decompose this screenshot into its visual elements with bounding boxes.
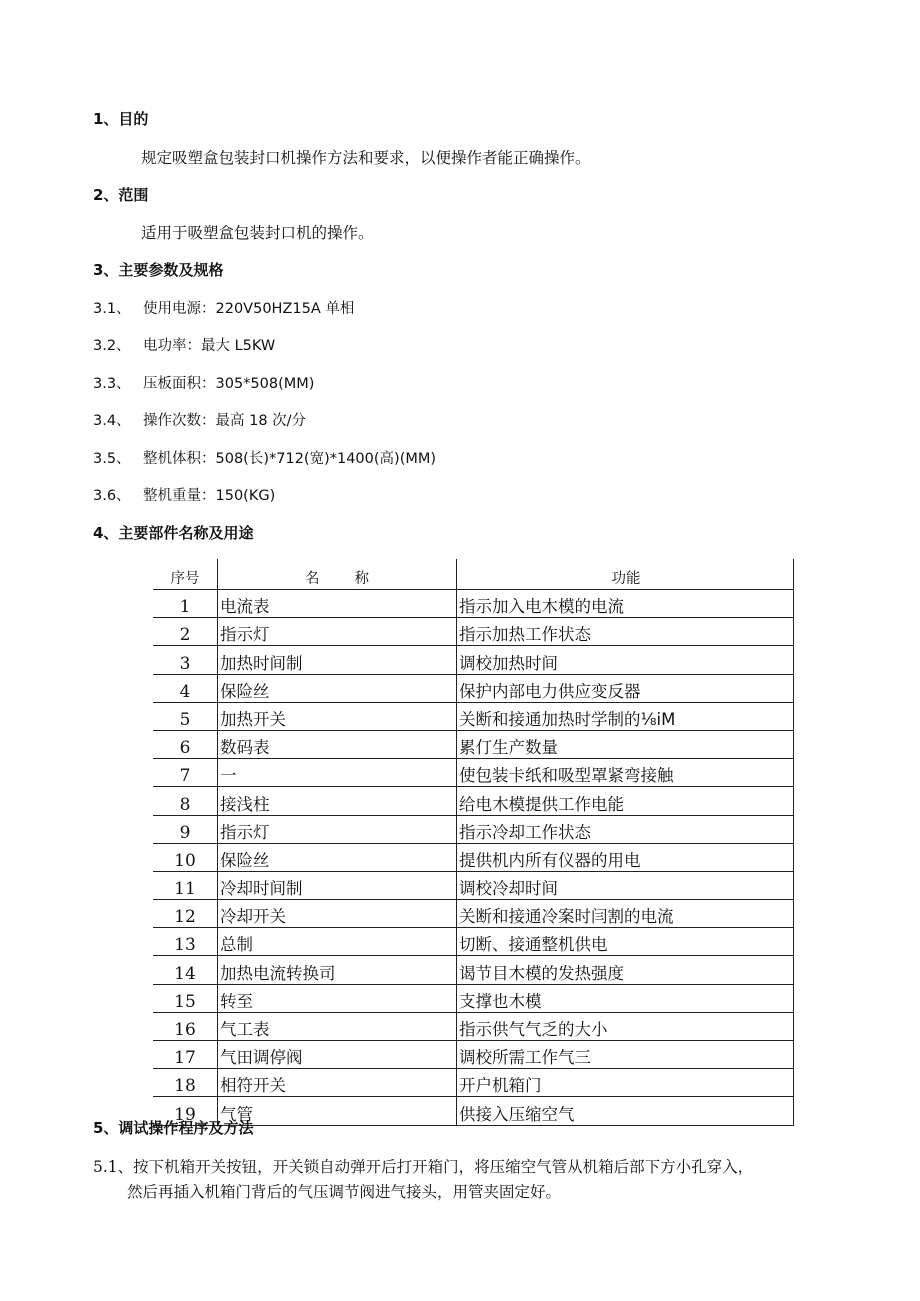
row-name: 指示灯 <box>218 618 457 646</box>
table-header-row <box>153 559 794 590</box>
row-name: 气工表 <box>218 1012 457 1040</box>
param-row <box>93 447 436 468</box>
row-function: 开户机箱门 <box>457 1069 794 1097</box>
row-name: 冷却开关 <box>218 900 457 928</box>
param-row <box>93 334 275 355</box>
param-num: 3.6、 <box>93 488 131 504</box>
section-4-title: 4、主要部件名称及用途 <box>93 524 254 542</box>
table-body <box>153 590 794 1126</box>
section-5-title: 5、调试操作程序及方法 <box>93 1119 254 1137</box>
param-text: 使用电源：220V50HZ15A 单相 <box>143 301 355 317</box>
row-function: 使包装卡纸和吸型罩紧弯接触 <box>457 759 794 787</box>
row-index: 7 <box>153 759 218 787</box>
row-function: 调校所需工作气三 <box>457 1041 794 1069</box>
row-function: 指示冷却工作状态 <box>457 815 794 843</box>
row-function: 调校冷却时间 <box>457 871 794 899</box>
row-name: 气田调停阀 <box>218 1041 457 1069</box>
row-name: 气管 <box>218 1097 457 1125</box>
table-row <box>153 871 794 899</box>
row-name: 数码表 <box>218 730 457 758</box>
row-name: 保险丝 <box>218 843 457 871</box>
row-index: 8 <box>153 787 218 815</box>
row-name: 加热电流转换司 <box>218 956 457 984</box>
param-row <box>93 409 306 430</box>
param-text: 整机体积：508(长)*712(宽)*1400(高)(MM) <box>143 451 437 467</box>
param-text: 操作次数：最高 18 次/分 <box>143 413 307 429</box>
parts-table <box>153 559 794 1126</box>
row-name: 电流表 <box>218 590 457 618</box>
section-1-text: 规定吸塑盒包装封口机操作方法和要求，以便操作者能正确操作。 <box>141 149 591 167</box>
section-3-title: 3、主要参数及规格 <box>93 261 224 279</box>
row-index: 16 <box>153 1012 218 1040</box>
row-name: 总制 <box>218 928 457 956</box>
row-index: 12 <box>153 900 218 928</box>
row-function: 调校加热时间 <box>457 646 794 674</box>
row-function: 关断和接通加热时学制的⅛iM <box>457 702 794 730</box>
row-name: 保险丝 <box>218 674 457 702</box>
row-function: 保护内部电力供应变反器 <box>457 674 794 702</box>
table-row <box>153 787 794 815</box>
param-text: 压板面积：305*508(MM) <box>143 376 315 392</box>
param-num: 3.5、 <box>93 451 131 467</box>
param-num: 3.2、 <box>93 338 131 354</box>
row-name: 加热时间制 <box>218 646 457 674</box>
table-row <box>153 1069 794 1097</box>
row-index: 9 <box>153 815 218 843</box>
row-index: 15 <box>153 984 218 1012</box>
row-index: 6 <box>153 730 218 758</box>
row-function: 累仃生产数量 <box>457 730 794 758</box>
section-2-text: 适用于吸塑盒包装封口机的操作。 <box>141 224 374 242</box>
row-function: 支撑也木模 <box>457 984 794 1012</box>
s5-1-line1: 5.1、按下机箱开关按钮，开关锁自动弹开后打开箱门，将压缩空气管从机箱后部下方小孔穿入， <box>93 1158 754 1176</box>
row-index: 17 <box>153 1041 218 1069</box>
table-row <box>153 618 794 646</box>
row-function: 指示加入电木模的电流 <box>457 590 794 618</box>
row-function: 供接入压缩空气 <box>457 1097 794 1125</box>
param-num: 3.3、 <box>93 376 131 392</box>
row-function: 切断、接通整机供电 <box>457 928 794 956</box>
param-num: 3.4、 <box>93 413 131 429</box>
row-name: 冷却时间制 <box>218 871 457 899</box>
row-function: 谒节目木模的发热强度 <box>457 956 794 984</box>
param-row <box>93 372 314 393</box>
row-index: 3 <box>153 646 218 674</box>
table-row <box>153 759 794 787</box>
section-2-title: 2、范围 <box>93 186 149 204</box>
header-function: 功能 <box>457 559 794 590</box>
row-index: 18 <box>153 1069 218 1097</box>
row-index: 19 <box>153 1097 218 1125</box>
table-row <box>153 646 794 674</box>
table-row <box>153 900 794 928</box>
param-row <box>93 484 275 505</box>
s5-1-line2: 然后再插入机箱门背后的气压调节阀进气接头，用管夹固定好。 <box>127 1183 562 1201</box>
table-row <box>153 815 794 843</box>
row-index: 14 <box>153 956 218 984</box>
table-row <box>153 956 794 984</box>
row-name: 一 <box>218 759 457 787</box>
header-name: 名 称 <box>218 559 457 590</box>
row-function: 提供机内所有仪器的用电 <box>457 843 794 871</box>
row-function: 给电木模提供工作电能 <box>457 787 794 815</box>
table-row <box>153 843 794 871</box>
row-index: 13 <box>153 928 218 956</box>
row-name: 转至 <box>218 984 457 1012</box>
table-row <box>153 730 794 758</box>
row-name: 指示灯 <box>218 815 457 843</box>
row-index: 4 <box>153 674 218 702</box>
row-function: 指示加热工作状态 <box>457 618 794 646</box>
row-index: 11 <box>153 871 218 899</box>
table-row <box>153 590 794 618</box>
row-name: 相符开关 <box>218 1069 457 1097</box>
header-index: 序号 <box>153 559 218 590</box>
row-name: 接浅柱 <box>218 787 457 815</box>
table-row <box>153 984 794 1012</box>
table-row <box>153 928 794 956</box>
row-index: 10 <box>153 843 218 871</box>
param-row <box>93 297 354 318</box>
table-row <box>153 1041 794 1069</box>
param-text: 整机重量：150(KG) <box>143 488 276 504</box>
row-index: 5 <box>153 702 218 730</box>
row-function: 关断和接通冷案时闫割的电流 <box>457 900 794 928</box>
row-index: 1 <box>153 590 218 618</box>
param-num: 3.1、 <box>93 301 131 317</box>
table-row <box>153 1012 794 1040</box>
row-function: 指示供气气乏的大小 <box>457 1012 794 1040</box>
section-1-title: 1、目的 <box>93 110 149 128</box>
row-index: 2 <box>153 618 218 646</box>
param-text: 电功率：最大 L5KW <box>143 338 276 354</box>
table-row <box>153 702 794 730</box>
row-name: 加热开关 <box>218 702 457 730</box>
table-row <box>153 674 794 702</box>
